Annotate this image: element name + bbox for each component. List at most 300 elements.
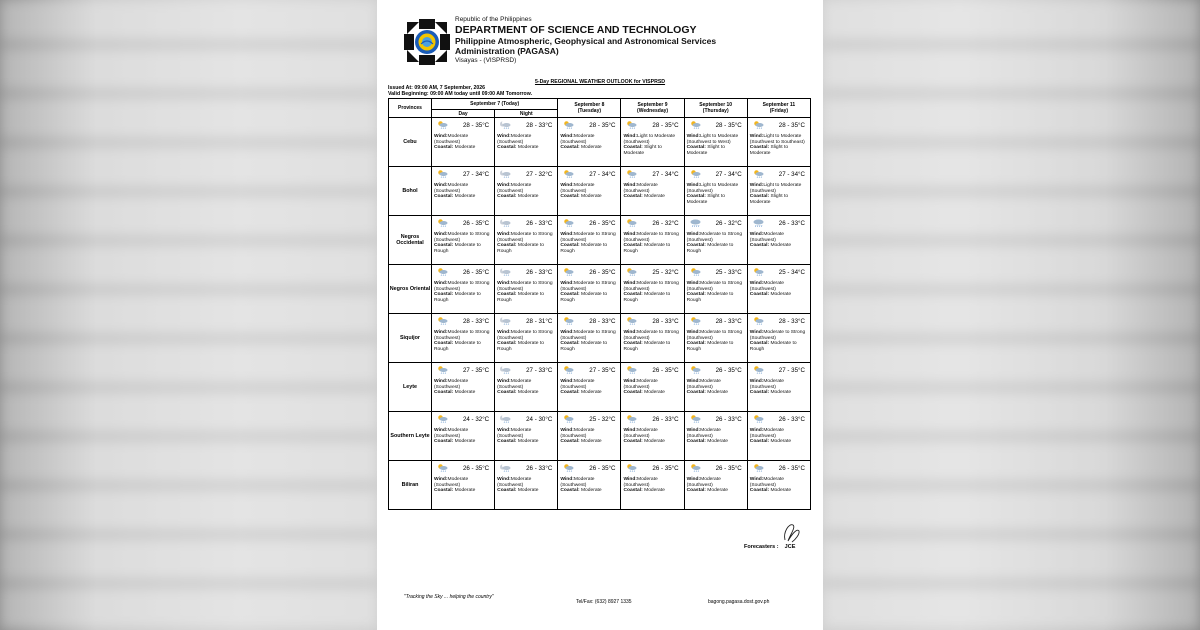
temperature-range: 26 - 35°C	[715, 367, 742, 374]
wind-label: Wind:	[686, 379, 701, 384]
footer-telfax: Tel/Fax: (632) 8927 1335	[576, 599, 632, 605]
wind-label: Wind:	[497, 232, 511, 237]
temperature-range: 26 - 35°C	[589, 220, 616, 227]
coastal-value: Moderate	[454, 194, 476, 199]
partly-cloudy-rain-icon	[436, 463, 449, 473]
forecast-cell	[558, 412, 621, 461]
coastal-value: Slight to Moderate	[686, 194, 725, 205]
wind-label: Wind:	[749, 281, 764, 286]
forecast-cell	[684, 118, 747, 167]
conditions	[560, 428, 619, 445]
wind-label: Wind:	[497, 379, 511, 384]
conditions	[560, 379, 619, 396]
wind-label: Wind:	[623, 134, 638, 139]
wind-value: Moderate (Southwest)	[434, 477, 469, 488]
agency-line-2: Administration (PAGASA)	[455, 46, 559, 56]
coastal-value: Moderate	[580, 488, 602, 493]
wind-value: Moderate to Strong (Southwest)	[686, 281, 743, 292]
temperature-range: 26 - 33°C	[715, 416, 742, 423]
temperature-range: 28 - 35°C	[778, 122, 805, 129]
wind-label: Wind:	[623, 428, 638, 433]
wind-label: Wind:	[749, 379, 764, 384]
forecasters-line	[744, 544, 795, 550]
cloudy-rain-night-icon	[499, 120, 512, 130]
wind-value: Moderate (Southwest)	[749, 428, 784, 439]
forecast-cell	[684, 412, 747, 461]
forecast-cell	[558, 118, 621, 167]
forecast-cell	[747, 412, 810, 461]
temperature-range: 28 - 33°C	[652, 318, 679, 325]
conditions	[434, 183, 493, 200]
wind-label: Wind:	[434, 428, 448, 433]
wind-label: Wind:	[497, 183, 511, 188]
wind-label: Wind:	[623, 379, 638, 384]
temperature-range: 26 - 33°C	[778, 220, 805, 227]
conditions	[687, 477, 746, 494]
rain-cloud-icon	[752, 218, 765, 228]
wind-value: Moderate (Southwest)	[623, 477, 658, 488]
wind-label: Wind:	[623, 281, 638, 286]
wind-value: Moderate (Southwest)	[497, 183, 532, 194]
province-name: Negros Occidental	[389, 216, 432, 265]
temperature-range: 26 - 35°C	[462, 269, 490, 276]
wind-label: Wind:	[560, 330, 574, 335]
conditions	[560, 134, 619, 151]
conditions	[623, 281, 682, 303]
coastal-label: Coastal:	[434, 439, 454, 444]
wind-value: Light to Moderate (Southwest to Southeast)	[749, 134, 805, 145]
wind-value: Moderate (Southwest)	[560, 379, 595, 390]
conditions	[623, 134, 682, 156]
wind-value: Light to Moderate (Southwest)	[686, 183, 739, 194]
forecast-cell	[432, 167, 495, 216]
coastal-value: Moderate to Rough	[434, 292, 481, 303]
forecast-cell	[558, 314, 621, 363]
coastal-value: Moderate to Rough	[497, 292, 544, 303]
conditions	[687, 232, 746, 254]
coastal-value: Moderate to Rough	[686, 292, 734, 303]
document-page	[377, 0, 823, 630]
conditions	[497, 134, 556, 151]
wind-value: Moderate to Strong (Southwest)	[434, 232, 490, 243]
wind-label: Wind:	[623, 183, 638, 188]
coastal-value: Moderate	[580, 439, 602, 444]
coastal-value: Moderate	[517, 145, 539, 150]
coastal-label: Coastal:	[749, 439, 770, 444]
wind-label: Wind:	[560, 281, 574, 286]
temperature-range: 27 - 35°C	[778, 367, 805, 374]
coastal-label: Coastal:	[686, 145, 706, 150]
conditions	[497, 477, 556, 494]
region-label: Visayas - (VISPRSD)	[455, 57, 517, 64]
coastal-value: Moderate	[770, 243, 792, 248]
coastal-value: Moderate	[580, 194, 602, 199]
wind-label: Wind:	[749, 330, 764, 335]
coastal-label: Coastal:	[623, 243, 643, 248]
coastal-label: Coastal:	[434, 488, 454, 493]
footer-website: bagong.pagasa.dost.gov.ph	[708, 599, 770, 605]
conditions	[497, 379, 556, 396]
forecast-cell	[684, 167, 747, 216]
forecast-cell	[558, 461, 621, 510]
wind-value: Moderate (Southwest)	[623, 428, 658, 439]
wind-label: Wind:	[560, 428, 574, 433]
temperature-range: 26 - 33°C	[778, 416, 805, 423]
wind-value: Moderate (Southwest)	[434, 428, 469, 439]
partly-cloudy-rain-icon	[436, 169, 449, 179]
wind-label: Wind:	[749, 428, 764, 433]
forecast-cell	[495, 461, 558, 510]
province-name: Bohol	[389, 167, 432, 216]
forecaster-signature	[781, 520, 803, 546]
wind-label: Wind:	[560, 183, 574, 188]
issued-at: Issued At: 09:00 AM, 7 September, 2026	[388, 85, 486, 91]
temperature-range: 28 - 31°C	[526, 318, 553, 325]
coastal-value: Moderate	[644, 439, 665, 444]
wind-value: Moderate to Strong (Southwest)	[560, 330, 616, 341]
forecast-cell	[621, 118, 684, 167]
coastal-label: Coastal:	[560, 390, 580, 395]
coastal-label: Coastal:	[623, 194, 643, 199]
temperature-range: 26 - 33°C	[652, 416, 679, 423]
temperature-range: 24 - 32°C	[462, 416, 490, 423]
conditions	[623, 183, 682, 200]
conditions	[750, 183, 809, 205]
coastal-value: Moderate to Rough	[560, 292, 608, 303]
partly-cloudy-rain-icon	[752, 463, 765, 473]
partly-cloudy-rain-icon	[689, 365, 702, 375]
wind-label: Wind:	[560, 134, 574, 139]
conditions	[623, 477, 682, 494]
wind-label: Wind:	[497, 134, 511, 139]
partly-cloudy-rain-icon	[625, 120, 638, 130]
forecast-cell	[432, 265, 495, 314]
conditions	[497, 428, 556, 445]
partly-cloudy-rain-icon	[562, 365, 575, 375]
wind-value: Moderate to Strong (Southwest)	[623, 281, 679, 292]
conditions	[434, 232, 493, 254]
province-name: Negros Oriental	[389, 265, 432, 314]
wind-value: Moderate to Strong (Southwest)	[623, 232, 679, 243]
temperature-range: 27 - 34°C	[462, 171, 490, 178]
cloudy-rain-night-icon	[499, 414, 512, 424]
conditions	[560, 183, 619, 200]
coastal-label: Coastal:	[623, 341, 643, 346]
conditions	[434, 330, 493, 352]
partly-cloudy-rain-icon	[752, 414, 765, 424]
coastal-label: Coastal:	[686, 341, 706, 346]
today-header: September 7 (Today)	[432, 99, 558, 110]
wind-value: Moderate (Southwest)	[497, 428, 532, 439]
province-row	[389, 265, 811, 314]
wind-value: Moderate to Strong (Southwest)	[560, 232, 616, 243]
wind-value: Moderate (Southwest)	[686, 428, 721, 439]
temperature-range: 25 - 32°C	[589, 416, 616, 423]
temperature-range: 27 - 34°C	[589, 171, 616, 178]
coastal-label: Coastal:	[497, 390, 517, 395]
wind-label: Wind:	[749, 477, 764, 482]
conditions	[497, 281, 556, 303]
forecast-cell	[621, 216, 684, 265]
partly-cloudy-rain-icon	[752, 316, 765, 326]
wind-value: Moderate (Southwest)	[686, 477, 721, 488]
coastal-value: Moderate	[707, 439, 728, 444]
day-header: September 8 (Tuesday)	[558, 99, 621, 118]
wind-label: Wind:	[686, 428, 701, 433]
wind-label: Wind:	[497, 428, 511, 433]
day-header: September 9 (Wednesday)	[621, 99, 684, 118]
conditions	[560, 281, 619, 303]
background-blur-right	[823, 0, 1200, 630]
province-row	[389, 412, 811, 461]
wind-label: Wind:	[434, 134, 448, 139]
temperature-range: 26 - 35°C	[462, 220, 490, 227]
forecast-cell	[495, 167, 558, 216]
partly-cloudy-rain-icon	[752, 365, 765, 375]
partly-cloudy-rain-icon	[562, 267, 575, 277]
coastal-value: Moderate to Rough	[497, 243, 544, 254]
coastal-label: Coastal:	[434, 292, 454, 297]
partly-cloudy-rain-icon	[436, 414, 449, 424]
coastal-label: Coastal:	[560, 439, 580, 444]
province-row	[389, 363, 811, 412]
partly-cloudy-rain-icon	[689, 120, 702, 130]
coastal-value: Moderate	[580, 145, 602, 150]
wind-label: Wind:	[686, 232, 701, 237]
coastal-value: Moderate	[454, 145, 476, 150]
letterhead	[404, 16, 814, 86]
conditions	[434, 379, 493, 396]
coastal-label: Coastal:	[623, 488, 643, 493]
republic-label: Republic of the Philippines	[455, 16, 532, 23]
temperature-range: 28 - 33°C	[778, 318, 805, 325]
valid-beginning: Valid Beginning: 09:00 AM today until 09:00 AM Tomorrow.	[388, 91, 533, 97]
forecast-cell	[621, 314, 684, 363]
wind-label: Wind:	[497, 477, 511, 482]
coastal-label: Coastal:	[560, 194, 580, 199]
temperature-range: 28 - 33°C	[526, 122, 553, 129]
wind-label: Wind:	[497, 281, 511, 286]
partly-cloudy-rain-icon	[436, 365, 449, 375]
forecast-cell	[684, 216, 747, 265]
cloudy-rain-night-icon	[499, 169, 512, 179]
coastal-label: Coastal:	[434, 145, 454, 150]
coastal-value: Moderate	[517, 390, 539, 395]
coastal-value: Slight to Moderate	[749, 145, 789, 156]
wind-value: Moderate (Southwest)	[560, 428, 595, 439]
coastal-value: Moderate	[454, 439, 476, 444]
temperature-range: 28 - 35°C	[589, 122, 616, 129]
coastal-value: Moderate to Rough	[434, 341, 481, 352]
coastal-label: Coastal:	[623, 390, 643, 395]
coastal-value: Moderate	[517, 439, 539, 444]
temperature-range: 25 - 33°C	[715, 269, 742, 276]
wind-value: Moderate to Strong (Southwest)	[434, 330, 490, 341]
coastal-label: Coastal:	[623, 439, 643, 444]
coastal-value: Moderate	[644, 390, 665, 395]
coastal-label: Coastal:	[497, 488, 517, 493]
partly-cloudy-rain-icon	[625, 463, 638, 473]
coastal-value: Moderate to Rough	[686, 341, 734, 352]
forecast-cell	[747, 216, 810, 265]
wind-label: Wind:	[434, 379, 448, 384]
temperature-range: 24 - 30°C	[526, 416, 553, 423]
conditions	[750, 330, 809, 352]
conditions	[687, 183, 746, 205]
partly-cloudy-rain-icon	[625, 218, 638, 228]
forecast-cell	[495, 216, 558, 265]
coastal-label: Coastal:	[434, 243, 454, 248]
coastal-label: Coastal:	[623, 292, 643, 297]
background-blur-left	[0, 0, 377, 630]
wind-value: Moderate (Southwest)	[749, 477, 784, 488]
partly-cloudy-rain-icon	[689, 316, 702, 326]
wind-value: Moderate (Southwest)	[749, 379, 784, 390]
partly-cloudy-rain-icon	[752, 169, 765, 179]
partly-cloudy-rain-icon	[562, 414, 575, 424]
conditions	[687, 281, 746, 303]
partly-cloudy-rain-icon	[436, 120, 449, 130]
wind-label: Wind:	[434, 183, 448, 188]
day-header: September 10 (Thursday)	[684, 99, 747, 118]
province-name: Leyte	[389, 363, 432, 412]
forecast-cell	[558, 363, 621, 412]
wind-value: Moderate to Strong (Southwest)	[623, 330, 679, 341]
province-name: Cebu	[389, 118, 432, 167]
coastal-value: Moderate to Rough	[434, 243, 481, 254]
temperature-range: 26 - 33°C	[526, 220, 553, 227]
conditions	[497, 183, 556, 200]
province-row	[389, 461, 811, 510]
wind-value: Moderate (Southwest)	[749, 232, 784, 243]
coastal-value: Moderate	[644, 488, 665, 493]
temperature-range: 26 - 35°C	[652, 465, 679, 472]
coastal-value: Moderate	[770, 439, 792, 444]
forecast-cell	[684, 314, 747, 363]
forecast-cell	[747, 314, 810, 363]
wind-value: Moderate to Strong (Southwest)	[686, 330, 743, 341]
conditions	[750, 232, 809, 249]
wind-label: Wind:	[434, 232, 448, 237]
forecast-cell	[747, 363, 810, 412]
province-row	[389, 167, 811, 216]
coastal-label: Coastal:	[560, 292, 580, 297]
conditions	[750, 134, 809, 156]
wind-label: Wind:	[749, 232, 764, 237]
partly-cloudy-rain-icon	[625, 365, 638, 375]
forecast-table	[388, 98, 811, 510]
partly-cloudy-rain-icon	[689, 414, 702, 424]
conditions	[434, 134, 493, 151]
temperature-range: 26 - 35°C	[715, 465, 742, 472]
forecast-cell	[495, 412, 558, 461]
wind-value: Moderate (Southwest)	[434, 379, 469, 390]
wind-label: Wind:	[434, 477, 448, 482]
coastal-value: Moderate	[770, 488, 792, 493]
forecast-cell	[747, 167, 810, 216]
conditions	[434, 477, 493, 494]
forecast-cell	[558, 167, 621, 216]
coastal-label: Coastal:	[623, 145, 643, 150]
conditions	[750, 428, 809, 445]
wind-value: Moderate (Southwest)	[560, 134, 595, 145]
coastal-label: Coastal:	[497, 341, 517, 346]
conditions	[687, 428, 746, 445]
wind-label: Wind:	[686, 281, 701, 286]
wind-value: Light to Moderate (Southwest)	[623, 134, 676, 145]
forecast-cell	[432, 216, 495, 265]
coastal-value: Moderate to Rough	[749, 341, 797, 352]
coastal-value: Moderate	[517, 488, 539, 493]
province-name: Biliran	[389, 461, 432, 510]
wind-value: Moderate (Southwest)	[623, 183, 658, 194]
conditions	[560, 330, 619, 352]
temperature-range: 28 - 33°C	[589, 318, 616, 325]
coastal-label: Coastal:	[434, 341, 454, 346]
coastal-label: Coastal:	[686, 243, 706, 248]
forecast-cell	[495, 363, 558, 412]
coastal-value: Moderate	[707, 488, 728, 493]
conditions	[434, 428, 493, 445]
wind-value: Moderate to Strong (Southwest)	[497, 232, 553, 243]
temperature-range: 26 - 35°C	[778, 465, 805, 472]
coastal-value: Moderate	[580, 390, 602, 395]
footer-tagline: "Tracking the Sky ... helping the country"	[404, 594, 494, 600]
coastal-value: Moderate	[770, 292, 792, 297]
coastal-label: Coastal:	[686, 292, 706, 297]
partly-cloudy-rain-icon	[436, 267, 449, 277]
partly-cloudy-rain-icon	[689, 169, 702, 179]
coastal-label: Coastal:	[497, 292, 517, 297]
coastal-label: Coastal:	[497, 145, 517, 150]
coastal-value: Moderate	[644, 194, 665, 199]
temperature-range: 26 - 35°C	[589, 465, 616, 472]
wind-label: Wind:	[560, 477, 574, 482]
temperature-range: 27 - 35°C	[462, 367, 490, 374]
wind-value: Moderate (Southwest)	[497, 134, 532, 145]
temperature-range: 28 - 35°C	[715, 122, 742, 129]
coastal-label: Coastal:	[497, 243, 517, 248]
wind-label: Wind:	[623, 232, 638, 237]
conditions	[623, 428, 682, 445]
wind-label: Wind:	[560, 379, 574, 384]
partly-cloudy-rain-icon	[562, 120, 575, 130]
forecast-cell	[621, 363, 684, 412]
wind-value: Moderate (Southwest)	[623, 379, 658, 390]
partly-cloudy-rain-icon	[625, 316, 638, 326]
conditions	[750, 379, 809, 396]
conditions	[750, 477, 809, 494]
coastal-label: Coastal:	[560, 341, 580, 346]
coastal-label: Coastal:	[749, 145, 770, 150]
issue-info	[388, 85, 532, 97]
wind-value: Moderate (Southwest)	[749, 281, 784, 292]
forecast-cell	[621, 167, 684, 216]
forecast-cell	[432, 363, 495, 412]
partly-cloudy-rain-icon	[625, 169, 638, 179]
forecast-cell	[684, 461, 747, 510]
coastal-value: Moderate	[454, 390, 476, 395]
conditions	[687, 379, 746, 396]
coastal-value: Slight to Moderate	[749, 194, 789, 205]
wind-value: Moderate to Strong (Southwest)	[749, 330, 806, 341]
cloudy-rain-night-icon	[499, 267, 512, 277]
province-row	[389, 216, 811, 265]
coastal-label: Coastal:	[560, 243, 580, 248]
cloudy-rain-night-icon	[499, 463, 512, 473]
temperature-range: 26 - 32°C	[715, 220, 742, 227]
cloudy-rain-night-icon	[499, 365, 512, 375]
